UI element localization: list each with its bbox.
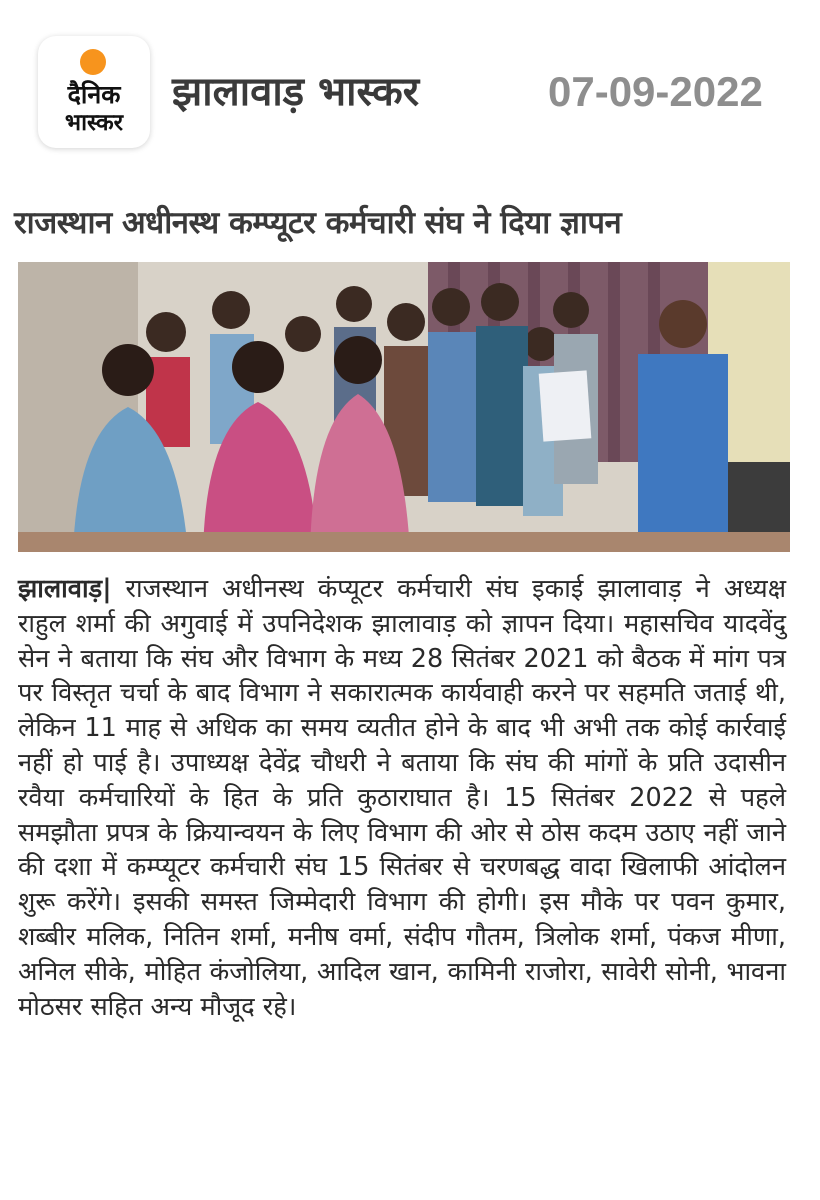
article-headline: राजस्थान अधीनस्थ कम्प्यूटर कर्मचारी संघ ने दिया ज्ञापन (14, 205, 622, 241)
edition-title: झालावाड़ भास्कर (172, 69, 420, 115)
newspaper-logo (38, 36, 150, 148)
publication-date: 07-09-2022 (548, 68, 763, 115)
group-photo-icon (18, 262, 790, 552)
article-body (18, 572, 786, 1024)
logo-text-line2: भास्कर (64, 110, 124, 136)
logo-text-line1: दैनिक (67, 80, 121, 109)
article-dateline: झालावाड़| (18, 574, 112, 604)
article-text: राजस्थान अधीनस्थ कंप्यूटर कर्मचारी संघ इकाई झालावाड़ ने अध्यक्ष राहुल शर्मा की अगुवाई में उपनिदेशक झालावाड़ को ज्ञापन दिया। महासचिव यादवेंदु सेन ने बताया कि संघ और विभाग के मध्य 28 सितंबर 2021 को बैठक में मांग पत्र पर विस्तृत चर्चा के बाद विभाग ने सकारात्मक कार्यवाही करने पर सहमति जताई थी, लेकिन 11 माह से अधिक का समय व्यतीत होने के बाद भी अभी तक कोई कार्रवाई नहीं हो पाई है। उपाध्यक्ष देवेंद्र चौधरी ने बताया कि संघ की मांगों के प्रति उदासीन रवैया कर्मचारियों के हित के प्रति कुठाराघात है। 15 सितंबर 2022 से पहले समझौता प्रपत्र के क्रियान्वयन के लिए विभाग की ओर से ठोस कदम उठाए नहीं जाने की दशा में कम्प्यूटर कर्मचारी संघ 15 सितंबर से चरणबद्ध वादा खिलाफी आंदोलन शुरू करेंगे। इसकी समस्त जिम्मेदारी विभाग की होगी। इस मौके पर पवन कुमार, शब्बीर मलिक, नितिन शर्मा, मनीष वर्मा, संदीप गौतम, त्रिलोक शर्मा, पंकज मीणा, अनिल सीके, मोहित कंजोलिया, आदिल खान, कामिनी राजोरा, सावेरी सोनी, भावना मोठसर सहित अन्य मौजूद रहे। (18, 574, 786, 1022)
sun-logo-icon (80, 49, 106, 75)
